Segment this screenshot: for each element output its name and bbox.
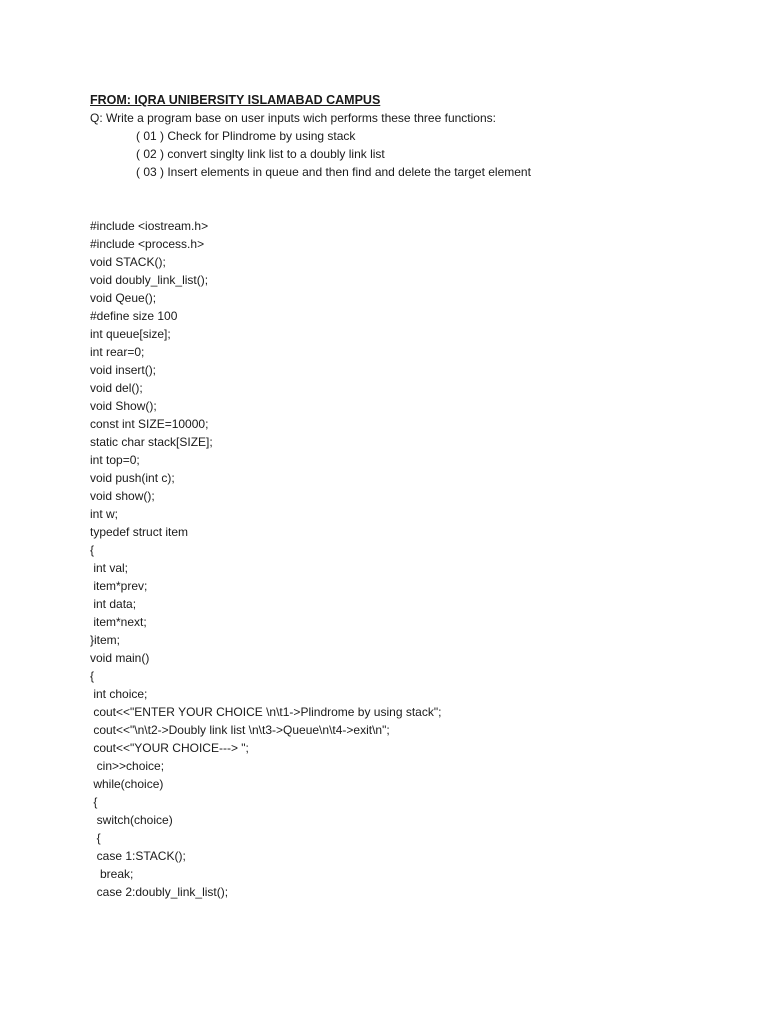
code-line: int val;	[90, 561, 129, 575]
code-line: int top=0;	[90, 453, 140, 467]
code-line: int rear=0;	[90, 345, 145, 359]
code-line: case 1:STACK();	[90, 849, 186, 863]
code-line: int data;	[90, 597, 137, 611]
code-line: typedef struct item	[90, 525, 189, 539]
code-line: break;	[90, 867, 134, 881]
document-page	[90, 91, 730, 901]
code-line: item*prev;	[90, 579, 148, 593]
code-line: void Show();	[90, 399, 157, 413]
code-line: static char stack[SIZE];	[90, 435, 213, 449]
code-line: cout<<"YOUR CHOICE---> ";	[90, 741, 249, 755]
code-line: cout<<"ENTER YOUR CHOICE \n\t1->Plindrome by using stack";	[90, 705, 442, 719]
code-line: const int SIZE=10000;	[90, 417, 209, 431]
code-line: item*next;	[90, 615, 147, 629]
task-item: ( 02 ) convert singlty link list to a doubly link list	[136, 147, 385, 161]
code-line: while(choice)	[90, 777, 164, 791]
code-line: #include <iostream.h>	[90, 219, 209, 233]
code-line: void insert();	[90, 363, 157, 377]
code-line: {	[90, 669, 95, 683]
task-item: ( 01 ) Check for Plindrome by using stack	[136, 129, 356, 143]
code-block	[90, 217, 730, 901]
code-line: int choice;	[90, 687, 148, 701]
code-line: void push(int c);	[90, 471, 175, 485]
code-line: #define size 100	[90, 309, 178, 323]
document-title: FROM: IQRA UNIBERSITY ISLAMABAD CAMPUS	[90, 93, 381, 107]
code-line: void show();	[90, 489, 155, 503]
code-line: void STACK();	[90, 255, 166, 269]
code-line: int w;	[90, 507, 119, 521]
code-line: void Qeue();	[90, 291, 157, 305]
code-line: #include <process.h>	[90, 237, 205, 251]
code-line: case 2:doubly_link_list();	[90, 885, 229, 899]
code-line: cin>>choice;	[90, 759, 165, 773]
code-line: void main()	[90, 651, 150, 665]
question-text: Q: Write a program base on user inputs wich performs these three functions:	[90, 111, 496, 125]
code-line: {	[90, 795, 98, 809]
code-line: cout<<"\n\t2->Doubly link list \n\t3->Queue\n\t4->exit\n";	[90, 723, 390, 737]
code-line: }item;	[90, 633, 121, 647]
code-line: void doubly_link_list();	[90, 273, 209, 287]
code-line: switch(choice)	[90, 813, 173, 827]
code-line: {	[90, 831, 101, 845]
code-line: {	[90, 543, 95, 557]
code-line: void del();	[90, 381, 143, 395]
spacer	[90, 181, 730, 217]
task-item: ( 03 ) Insert elements in queue and then find and delete the target element	[136, 165, 531, 179]
code-line: int queue[size];	[90, 327, 171, 341]
